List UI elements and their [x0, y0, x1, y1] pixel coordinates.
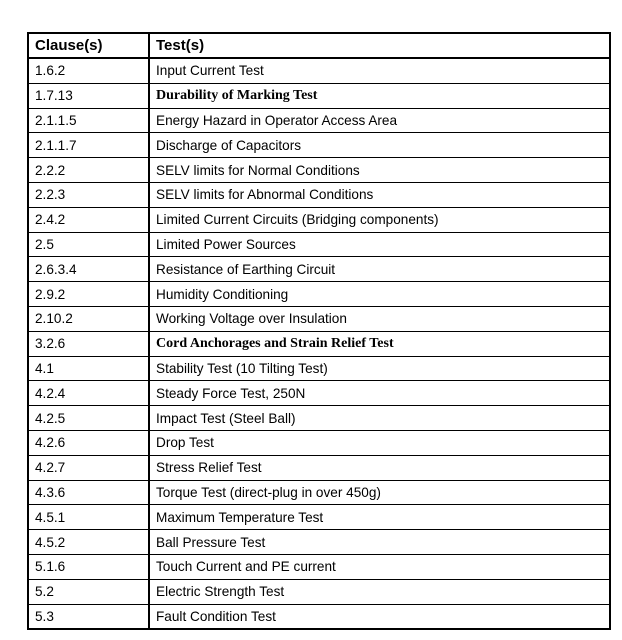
test-cell: Impact Test (Steel Ball) [149, 406, 610, 431]
table-row [28, 406, 610, 431]
test-cell: Limited Current Circuits (Bridging components) [149, 207, 610, 232]
test-cell: Cord Anchorages and Strain Relief Test [149, 331, 610, 356]
clause-cell: 5.3 [28, 604, 149, 629]
clause-cell: 2.9.2 [28, 282, 149, 307]
table-row [28, 505, 610, 530]
test-cell: Stability Test (10 Tilting Test) [149, 356, 610, 381]
clause-cell: 4.2.5 [28, 406, 149, 431]
clause-cell: 4.5.2 [28, 530, 149, 555]
test-cell: Durability of Marking Test [149, 83, 610, 108]
clause-cell: 4.2.7 [28, 455, 149, 480]
clause-cell: 5.1.6 [28, 554, 149, 579]
clause-test-table [27, 32, 611, 630]
table-row [28, 530, 610, 555]
table-row [28, 480, 610, 505]
table-row [28, 83, 610, 108]
clause-cell: 4.5.1 [28, 505, 149, 530]
test-cell: Electric Strength Test [149, 579, 610, 604]
table-row [28, 579, 610, 604]
clause-cell: 2.5 [28, 232, 149, 257]
table-row [28, 232, 610, 257]
clause-cell: 2.10.2 [28, 306, 149, 331]
clause-cell: 2.1.1.5 [28, 108, 149, 133]
table-row [28, 430, 610, 455]
test-cell: Input Current Test [149, 58, 610, 83]
test-cell: Torque Test (direct-plug in over 450g) [149, 480, 610, 505]
clause-cell: 4.1 [28, 356, 149, 381]
table-row [28, 282, 610, 307]
test-cell: Fault Condition Test [149, 604, 610, 629]
table-row [28, 306, 610, 331]
table-body [28, 58, 610, 629]
table-row [28, 182, 610, 207]
test-cell: Discharge of Capacitors [149, 133, 610, 158]
clause-cell: 5.2 [28, 579, 149, 604]
test-cell: Energy Hazard in Operator Access Area [149, 108, 610, 133]
test-cell: Humidity Conditioning [149, 282, 610, 307]
clause-cell: 2.2.3 [28, 182, 149, 207]
test-cell: Ball Pressure Test [149, 530, 610, 555]
table-row [28, 356, 610, 381]
test-cell: Drop Test [149, 430, 610, 455]
clause-cell: 4.2.4 [28, 381, 149, 406]
table-row [28, 108, 610, 133]
header-row [28, 33, 610, 58]
table-header [28, 33, 610, 58]
table-row [28, 158, 610, 183]
test-cell: Working Voltage over Insulation [149, 306, 610, 331]
test-cell: Touch Current and PE current [149, 554, 610, 579]
clause-cell: 4.3.6 [28, 480, 149, 505]
table-row [28, 554, 610, 579]
header-test: Test(s) [149, 33, 610, 58]
test-cell: Stress Relief Test [149, 455, 610, 480]
test-cell: Steady Force Test, 250N [149, 381, 610, 406]
clause-cell: 4.2.6 [28, 430, 149, 455]
table-row [28, 133, 610, 158]
table-row [28, 257, 610, 282]
clause-cell: 2.4.2 [28, 207, 149, 232]
clause-cell: 1.6.2 [28, 58, 149, 83]
clause-cell: 2.6.3.4 [28, 257, 149, 282]
table-row [28, 58, 610, 83]
clause-cell: 3.2.6 [28, 331, 149, 356]
table-row [28, 455, 610, 480]
table-row [28, 207, 610, 232]
table-row [28, 604, 610, 629]
table-row [28, 381, 610, 406]
header-clause: Clause(s) [28, 33, 149, 58]
test-cell: Maximum Temperature Test [149, 505, 610, 530]
test-cell: SELV limits for Abnormal Conditions [149, 182, 610, 207]
table-row [28, 331, 610, 356]
test-cell: SELV limits for Normal Conditions [149, 158, 610, 183]
test-cell: Limited Power Sources [149, 232, 610, 257]
test-cell: Resistance of Earthing Circuit [149, 257, 610, 282]
clause-cell: 1.7.13 [28, 83, 149, 108]
clause-cell: 2.2.2 [28, 158, 149, 183]
clause-cell: 2.1.1.7 [28, 133, 149, 158]
